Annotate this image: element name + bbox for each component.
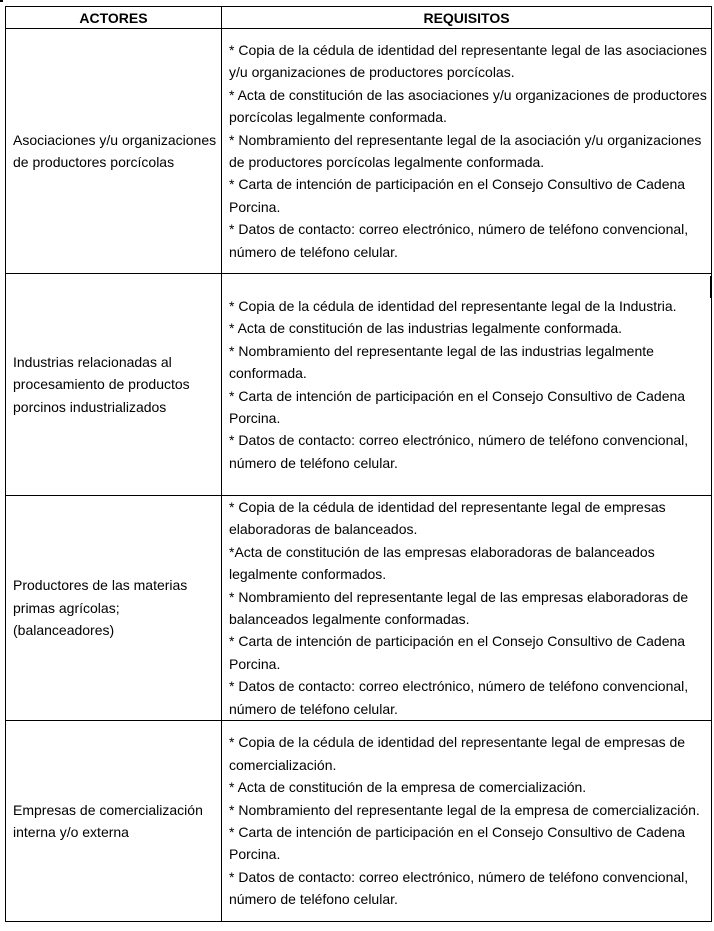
requirement-item: * Copia de la cédula de identidad del representante legal de las asociaciones y/u organizaciones de productores porcícolas. (229, 41, 707, 81)
table-row (6, 496, 712, 721)
header-requirements: REQUISITOS (222, 7, 712, 29)
actor-cell: Empresas de comercialización interna y/o externa (6, 721, 222, 922)
table-header-row (6, 7, 712, 29)
requirement-item: * Carta de intención de participación en el Consejo Consultivo de Cadena Porcina. (229, 387, 686, 426)
table-row (6, 29, 712, 274)
requirement-item: * Nombramiento del representante legal de la empresa de comercialización. (229, 801, 700, 818)
requirement-item: * Copia de la cédula de identidad del representante legal de la Industria. (229, 297, 677, 314)
table-row (6, 721, 712, 922)
requirements-cell (222, 29, 712, 274)
requirement-item: * Copia de la cédula de identidad del representante legal de empresas elaboradoras de balanceados. (229, 499, 666, 538)
actor-cell: Productores de las materias primas agrícolas; (balanceadores) (6, 496, 222, 721)
requirement-item: * Acta de constitución de las industrias legalmente conformada. (229, 320, 623, 337)
requirement-item: * Datos de contacto: correo electrónico, número de teléfono convencional, número de teléfono celular. (229, 678, 689, 717)
requirement-item: * Datos de contacto: correo electrónico, número de teléfono convencional, número de teléfono celular. (229, 432, 689, 471)
requirement-item: * Nombramiento del representante legal de la asociación y/u organizaciones de productores porcícolas legalmente conformada. (229, 131, 702, 170)
requirement-item: * Carta de intención de participación en el Consejo Consultivo de Cadena Porcina. (229, 176, 686, 215)
requirement-item: * Datos de contacto: correo electrónico, número de teléfono convencional, número de teléfono celular. (229, 221, 689, 260)
requirement-item: * Datos de contacto: correo electrónico, número de teléfono convencional, número de teléfono celular. (229, 868, 689, 908)
table-row (6, 274, 712, 496)
requirement-item: * Carta de intención de participación en el Consejo Consultivo de Cadena Porcina. (229, 633, 686, 672)
requirement-item: *Acta de constitución de las empresas elaboradoras de balanceados legalmente conformados. (229, 543, 655, 583)
actor-cell: Industrias relacionadas al procesamiento de productos porcinos industrializados (6, 274, 222, 496)
requirement-item: * Copia de la cédula de identidad del representante legal de empresas de comercialización. (229, 734, 686, 773)
requirement-item: * Acta de constitución de las asociaciones y/u organizaciones de productores porcícolas legalmente conformada. (229, 86, 707, 126)
requirements-cell (222, 721, 712, 922)
header-actors: ACTORES (6, 7, 222, 29)
page-corner-mark (0, 0, 3, 2)
requirements-cell (222, 274, 712, 496)
requirements-table (5, 6, 712, 922)
requirements-cell (222, 496, 712, 721)
requirement-item: * Nombramiento del representante legal de las empresas elaboradoras de balanceados legalmente conformadas. (229, 588, 689, 628)
requirement-item: * Acta de constitución de la empresa de comercialización. (229, 779, 587, 796)
requirement-item: * Nombramiento del representante legal de las industrias legalmente conformada. (229, 342, 654, 382)
actor-cell: Asociaciones y/u organizaciones de productores porcícolas (6, 29, 222, 274)
requirement-item: * Carta de intención de participación en el Consejo Consultivo de Cadena Porcina. (229, 824, 686, 863)
